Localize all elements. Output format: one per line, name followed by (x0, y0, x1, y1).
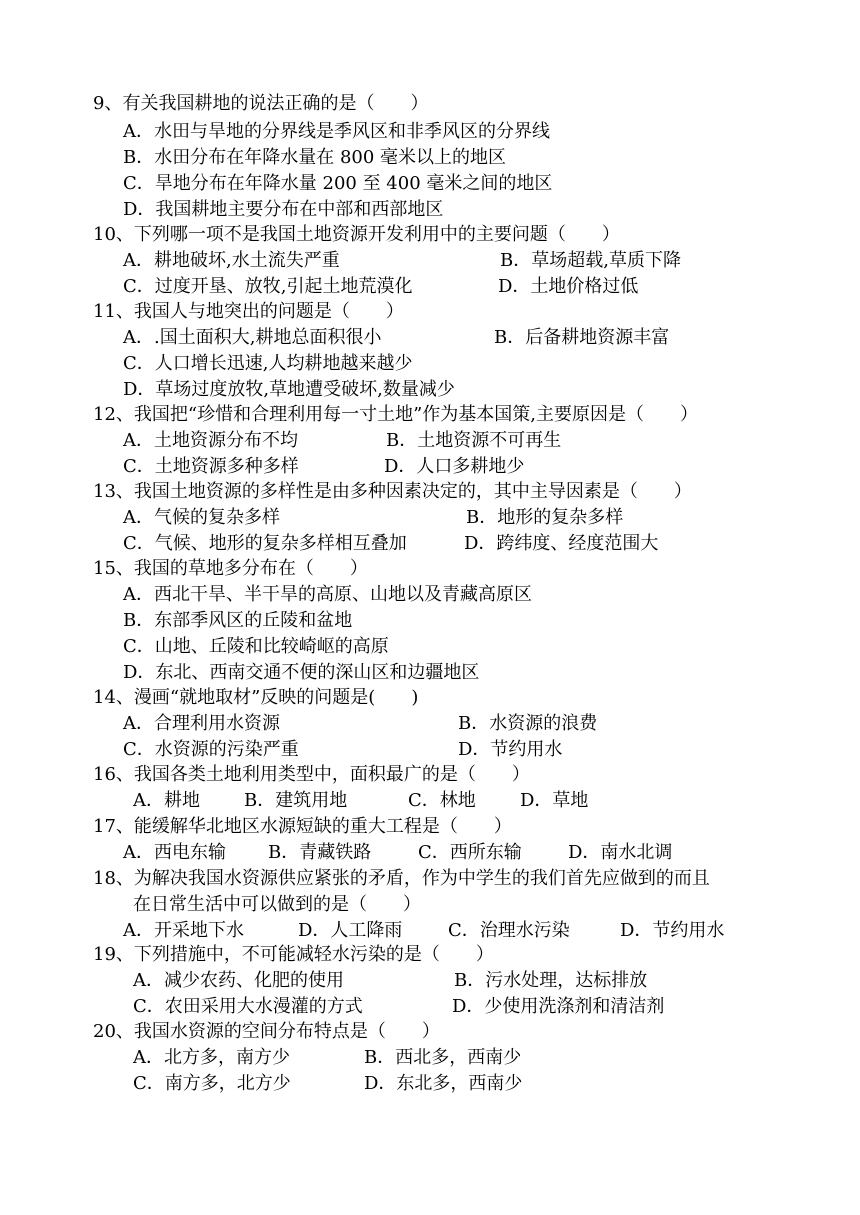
question-19-stem: 19、下列措施中，不可能减轻水污染的是（ ） (93, 944, 494, 965)
question-19-option-d: D．少使用洗涤剂和清洁剂 (452, 996, 665, 1017)
question-9-option-d: D．我国耕地主要分布在中部和西部地区 (123, 199, 444, 220)
question-15-option-c: C．山地、丘陵和比较崎岖的高原 (123, 636, 389, 657)
question-17-option-c: C．西所东输 (418, 842, 522, 863)
question-12-option-c: C．土地资源多种多样 (123, 456, 299, 477)
question-14-stem: 14、漫画“就地取材”反映的问题是( ) (93, 687, 419, 708)
question-17-option-d: D．南水北调 (568, 842, 673, 863)
question-14-option-b: B．水资源的浪费 (458, 713, 598, 734)
question-16-option-c: C．林地 (408, 790, 476, 811)
question-12-stem: 12、我国把“珍惜和合理利用每一寸土地”作为基本国策,主要原因是（ ） (93, 404, 699, 425)
question-10-option-c: C．过度开垦、放牧,引起土地荒漠化 (123, 276, 413, 297)
question-15-option-a: A．西北干旱、半干旱的高原、山地以及青藏高原区 (123, 584, 532, 605)
question-19-option-a: A．减少农药、化肥的使用 (133, 970, 344, 991)
question-12-option-b: B．土地资源不可再生 (386, 430, 562, 451)
question-18-option-a: A．开采地下水 (123, 920, 244, 941)
question-9-option-c: C．旱地分布在年降水量 200 至 400 毫米之间的地区 (123, 173, 553, 194)
question-18-stem: 18、为解决我国水资源供应紧张的矛盾，作为中学生的我们首先应做到的而且 (93, 868, 710, 889)
question-10-option-b: B．草场超载,草质下降 (500, 250, 681, 271)
question-13-option-d: D．跨纬度、经度范围大 (464, 533, 659, 554)
question-20-option-d: D．东北多，西南少 (364, 1073, 523, 1094)
question-20-option-c: C．南方多，北方少 (133, 1073, 291, 1094)
question-20-option-a: A．北方多，南方少 (133, 1047, 290, 1068)
question-14-option-c: C．水资源的污染严重 (123, 739, 299, 760)
question-16-stem: 16、我国各类土地利用类型中，面积最广的是（ ） (93, 764, 530, 785)
question-13-option-b: B．地形的复杂多样 (466, 507, 624, 528)
question-17-option-b: B．青藏铁路 (268, 842, 372, 863)
question-9-option-b: B．水田分布在年降水量在 800 毫米以上的地区 (123, 147, 507, 168)
question-11-option-b: B．后备耕地资源丰富 (494, 327, 670, 348)
question-16-option-b: B．建筑用地 (244, 790, 348, 811)
question-16-option-a: A．耕地 (133, 790, 200, 811)
question-16-option-d: D．草地 (520, 790, 589, 811)
question-20-stem: 20、我国水资源的空间分布特点是（ ） (93, 1021, 440, 1042)
question-14-option-d: D．节约用水 (458, 739, 563, 760)
question-17-stem: 17、能缓解华北地区水源短缺的重大工程是（ ） (93, 816, 512, 837)
question-18-option-d: D．节约用水 (620, 920, 725, 941)
question-11-option-d: D．草场过度放牧,草地遭受破坏,数量减少 (123, 379, 455, 400)
question-19-option-b: B．污水处理，达标排放 (454, 970, 648, 991)
question-10-option-d: D．土地价格过低 (498, 276, 639, 297)
question-15-stem: 15、我国的草地多分布在（ ） (93, 558, 368, 579)
question-11-option-a: A．.国土面积大,耕地总面积很小 (123, 327, 382, 348)
question-18-option-b: D．人工降雨 (298, 920, 403, 941)
question-10-option-a: A．耕地破坏,水土流失严重 (123, 250, 340, 271)
question-15-option-b: B．东部季风区的丘陵和盆地 (123, 610, 353, 631)
question-11-stem: 11、我国人与地突出的问题是（ ） (93, 301, 404, 322)
question-10-stem: 10、下列哪一项不是我国土地资源开发利用中的主要问题（ ） (93, 224, 620, 245)
question-14-option-a: A．合理利用水资源 (123, 713, 280, 734)
question-18-stem-continued: 在日常生活中可以做到的是（ ） (133, 894, 421, 915)
question-9-option-a: A．水田与旱地的分界线是季风区和非季风区的分界线 (123, 121, 550, 142)
question-13-option-a: A．气候的复杂多样 (123, 507, 280, 528)
question-17-option-a: A．西电东输 (123, 842, 226, 863)
question-20-option-b: B．西北多，西南少 (364, 1047, 522, 1068)
question-11-option-c: C．人口增长迅速,人均耕地越来越少 (123, 353, 413, 374)
question-12-option-d: D．人口多耕地少 (384, 456, 525, 477)
question-13-option-c: C．气候、地形的复杂多样相互叠加 (123, 533, 407, 554)
question-19-option-c: C．农田采用大水漫灌的方式 (133, 996, 363, 1017)
question-12-option-a: A．土地资源分布不均 (123, 430, 298, 451)
question-13-stem: 13、我国土地资源的多样性是由多种因素决定的，其中主导因素是（ ） (93, 481, 692, 502)
question-18-option-c: C．治理水污染 (448, 920, 570, 941)
question-9-stem: 9、有关我国耕地的说法正确的是（ ） (93, 93, 429, 114)
question-15-option-d: D．东北、西南交通不便的深山区和边疆地区 (123, 662, 480, 683)
